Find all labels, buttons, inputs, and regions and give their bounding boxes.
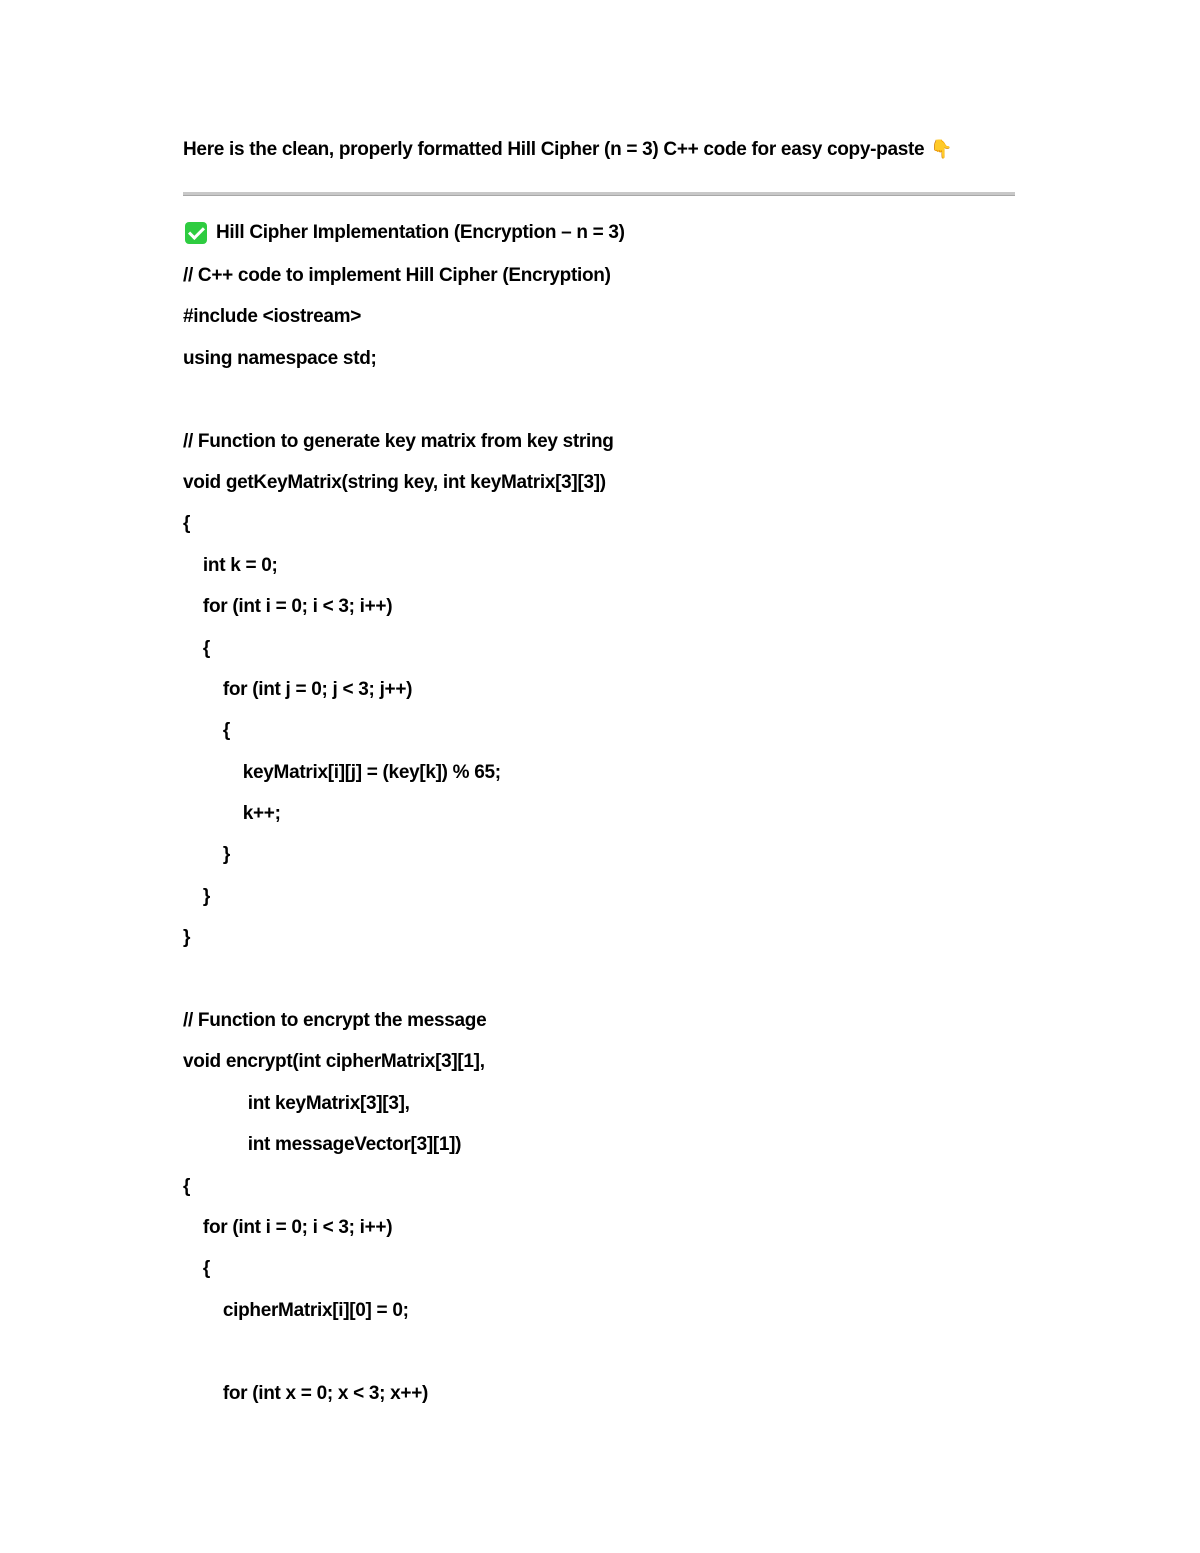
pointing-down-icon: 👇: [930, 139, 953, 159]
code-line: void getKeyMatrix(string key, int keyMatrix[3][3]): [183, 471, 606, 493]
code-line: void encrypt(int cipherMatrix[3][1],: [183, 1051, 485, 1073]
code-line: k++;: [183, 803, 281, 825]
code-line: // Function to encrypt the message: [183, 1010, 487, 1032]
intro-paragraph: [183, 137, 952, 162]
code-line: keyMatrix[i][j] = (key[k]) % 65;: [183, 761, 501, 783]
code-line: for (int i = 0; i < 3; i++): [183, 1216, 393, 1238]
code-line: {: [183, 720, 230, 742]
code-line: }: [183, 844, 230, 866]
check-mark-icon: [185, 222, 207, 244]
section-heading: [185, 221, 625, 245]
code-line: int keyMatrix[3][3],: [183, 1092, 410, 1114]
code-line: }: [183, 885, 211, 907]
code-line: {: [183, 637, 211, 659]
code-line: using namespace std;: [183, 347, 377, 369]
code-line: {: [183, 513, 191, 535]
code-line: [183, 968, 614, 1009]
code-line: int k = 0;: [183, 554, 278, 576]
section-heading-text: Hill Cipher Implementation (Encryption – n = 3): [216, 222, 625, 243]
code-line: // Function to generate key matrix from key string: [183, 430, 614, 452]
code-line: {: [183, 1258, 211, 1280]
code-line: {: [183, 1175, 191, 1197]
code-line: #include <iostream>: [183, 306, 362, 328]
code-line: }: [183, 927, 191, 949]
code-line: // C++ code to implement Hill Cipher (Encryption): [183, 265, 611, 286]
intro-text: Here is the clean, properly formatted Hill Cipher (n = 3) C++ code for easy copy-paste: [183, 139, 925, 160]
code-line: cipherMatrix[i][0] = 0;: [183, 1299, 409, 1321]
horizontal-rule: [183, 192, 1015, 196]
code-line: [183, 1340, 614, 1381]
code-line: for (int i = 0; i < 3; i++): [183, 596, 393, 618]
code-line: for (int x = 0; x < 3; x++): [183, 1382, 429, 1404]
code-line: for (int j = 0; j < 3; j++): [183, 678, 413, 700]
code-block: [183, 264, 614, 1423]
code-line: int messageVector[3][1]): [183, 1134, 462, 1156]
code-line: [183, 388, 614, 429]
